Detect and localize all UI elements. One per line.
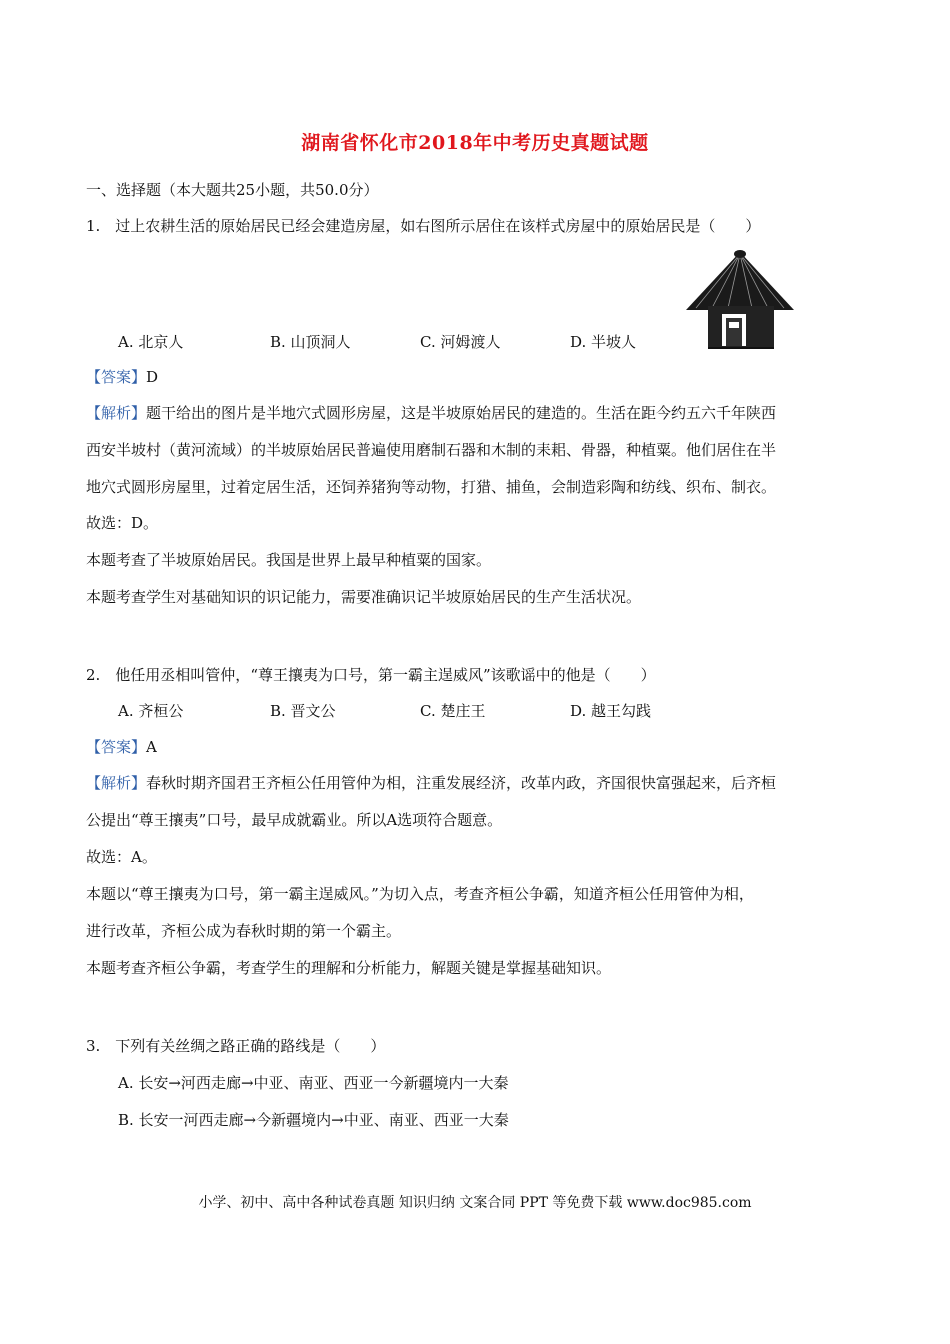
analysis-tag: 【解析】: [86, 774, 147, 792]
q1-note-2: 本题考查学生对基础知识的识记能力，需要准确识记半坡原始居民的生产生活状况。: [86, 588, 642, 606]
q2-stem: 2. 他任用丞相叫管仲，“尊王攘夷为口号，第一霸主逞威风”该歌谣中的他是（ ）: [86, 666, 656, 684]
section-header: 一、选择题（本大题共25小题，共50.0分）: [86, 181, 379, 199]
q1-choose: 故选：D。: [86, 514, 159, 532]
q1-option-d: D. 半坡人: [570, 333, 637, 351]
q1-answer-value: D: [146, 368, 159, 386]
q2-note-1a: 本题以“尊王攘夷为口号，第一霸主逞威风。”为切入点，考查齐桓公争霸，知道齐桓公任用管仲为相，: [86, 885, 754, 903]
q2-answer-value: A: [146, 738, 157, 756]
q2-analysis-line-2: 公提出“尊王攘夷”口号，最早成就霸业。所以A选项符合题意。: [86, 811, 503, 829]
q2-note-2: 本题考查齐桓公争霸，考查学生的理解和分析能力，解题关键是掌握基础知识。: [86, 959, 612, 977]
page-footer: 小学、初中、高中各种试卷真题 知识归纳 文案合同 PPT 等免费下载 www.doc985.com: [198, 1195, 752, 1211]
q2-analysis-text-1: 春秋时期齐国君王齐桓公任用管仲为相，注重发展经济，改革内政，齐国很快富强起来，后齐桓: [146, 774, 777, 792]
q3-option-b: B. 长安一河西走廊→今新疆境内→中亚、南亚、西亚一大秦: [118, 1111, 509, 1129]
q1-analysis-text-1: 题干给出的图片是半地穴式圆形房屋，这是半坡原始居民的建造的。生活在距今约五六千年陕西: [146, 404, 777, 422]
q1-analysis-line-1: [86, 403, 776, 423]
q1-answer: [86, 367, 158, 387]
q2-analysis-line-1: [86, 773, 776, 793]
q3-option-a: A. 长安→河西走廊→中亚、南亚、西亚一今新疆境内一大秦: [118, 1074, 509, 1092]
q2-choose: 故选：A。: [86, 848, 157, 866]
analysis-tag: 【解析】: [86, 404, 147, 422]
answer-tag: 【答案】: [86, 738, 147, 756]
q2-option-c: C. 楚庄王: [420, 702, 486, 720]
answer-tag: 【答案】: [86, 368, 147, 386]
q2-option-a: A. 齐桓公: [118, 702, 184, 720]
q1-option-b: B. 山顶洞人: [270, 333, 351, 351]
q1-option-c: C. 河姆渡人: [420, 333, 501, 351]
q2-option-b: B. 晋文公: [270, 702, 336, 720]
q1-stem: 1. 过上农耕生活的原始居民已经会建造房屋，如右图所示居住在该样式房屋中的原始居民是（ ）: [86, 217, 761, 235]
q1-analysis-line-3: 地穴式圆形房屋里，过着定居生活，还饲养猪狗等动物，打猎、捕鱼，会制造彩陶和纺线、织布、制衣。: [86, 478, 777, 496]
q1-option-a: A. 北京人: [118, 333, 184, 351]
q2-answer: [86, 737, 157, 757]
hut-illustration: [682, 248, 798, 356]
q3-stem: 3. 下列有关丝绸之路正确的路线是（ ）: [86, 1037, 386, 1055]
page-title: 湖南省怀化市2018年中考历史真题试题: [301, 132, 649, 154]
q2-note-1b: 进行改革，齐桓公成为春秋时期的第一个霸主。: [86, 922, 402, 940]
q1-note-1: 本题考查了半坡原始居民。我国是世界上最早种植粟的国家。: [86, 551, 492, 569]
q2-option-d: D. 越王勾践: [570, 702, 652, 720]
q1-analysis-line-2: 西安半坡村（黄河流域）的半坡原始居民普遍使用磨制石器和木制的耒耜、骨器，种植粟。他们居住在半: [86, 441, 777, 459]
